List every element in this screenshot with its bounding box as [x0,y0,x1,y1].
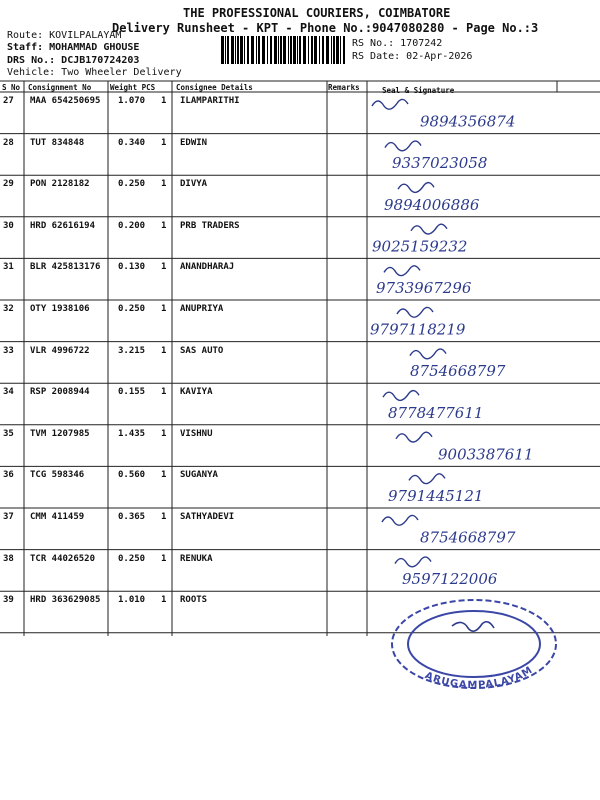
row-weight: 0.365 [118,512,146,522]
row-sno: 37 [3,512,14,522]
row-pcs: 1 [161,595,167,606]
col-header-consignee: Consignee Details [176,83,253,92]
row-sno: 38 [3,553,14,564]
row-weight: 0.560 [118,470,146,481]
row-sno: 29 [3,179,14,190]
route-label: Route: KOVILPALAYAM [7,30,122,41]
handwritten-phone-number: 8754668797 [420,528,516,547]
col-header-weight-pcs: Weight PCS [110,83,156,92]
row-pcs: 1 [161,428,167,439]
row-consignee-name: PRB TRADERS [180,220,240,231]
col-header-consignment: Consignment No [28,83,92,92]
col-header-remarks: Remarks [328,83,360,92]
row-weight: 0.340 [118,137,146,148]
row-consignment-no: TUT 834848 [30,137,85,148]
row-consignment-no: OTY 1938106 [30,304,90,314]
row-consignee-name: ANUPRIYA [180,304,224,314]
row-consignment-no: BLR 425813176 [30,262,101,273]
signature-scribble [410,349,446,359]
handwritten-phone-number: 8778477611 [388,403,484,422]
handwritten-phone-number: 9025159232 [372,237,468,256]
row-consignee-name: SUGANYA [180,470,218,481]
handwritten-phone-number: 9597122006 [402,570,498,589]
row-consignment-no: CMM 411459 [30,512,85,522]
row-consignee-name: DIVYA [180,179,208,190]
row-sno: 33 [3,345,14,356]
runsheet-subtitle: Delivery Runsheet - KPT - Phone No.:9047080280 - Page No.:3 [112,21,539,35]
row-pcs: 1 [161,137,167,148]
col-header-sno: S No [2,83,21,92]
row-pcs: 1 [161,345,167,356]
signature-scribble [372,99,408,109]
signature-scribble [411,224,447,234]
row-sno: 34 [3,387,14,398]
row-pcs: 1 [161,387,167,398]
row-consignment-no: RSP 2008944 [30,387,90,398]
row-sno: 36 [3,470,14,481]
row-weight: 3.215 [118,345,146,356]
signature-scribble [395,557,431,567]
row-consignee-name: ILAMPARITHI [180,96,240,106]
row-sno: 32 [3,304,14,314]
row-consignee-name: SAS AUTO [180,345,224,356]
row-consignment-no: TCR 44026520 [30,553,96,564]
row-weight: 1.435 [118,428,146,439]
handwritten-phone-number: 9894006886 [384,195,480,214]
row-pcs: 1 [161,304,167,314]
handwritten-phone-number: 9894356874 [420,112,516,131]
arugampalayam-stamp [388,596,560,692]
signature-scribble [384,266,420,276]
row-sno: 30 [3,220,14,231]
signature-scribble [398,183,434,193]
row-consignee-name: RENUKA [180,553,213,564]
row-consignment-no: TVM 1207985 [30,428,90,439]
rs-date: RS Date: 02-Apr-2026 [352,51,473,62]
row-pcs: 1 [161,220,167,231]
row-weight: 1.010 [118,595,146,606]
row-weight: 0.155 [118,387,146,398]
row-pcs: 1 [161,96,167,106]
row-weight: 0.130 [118,262,146,273]
signature-scribble [385,141,421,151]
row-pcs: 1 [161,179,167,190]
row-weight: 0.250 [118,179,146,190]
stamp-text: ARUGAMPALAYAM [422,664,536,692]
row-weight: 1.070 [118,96,146,106]
row-consignee-name: SATHYADEVI [180,512,235,522]
handwritten-phone-number: 9733967296 [376,279,472,297]
row-sno: 28 [3,137,14,148]
row-sno: 35 [3,428,14,439]
row-consignment-no: TCG 598346 [30,470,85,481]
row-consignee-name: KAVIYA [180,387,213,398]
vehicle-label: Vehicle: Two Wheeler Delivery [7,67,182,78]
rs-number: RS No.: 1707242 [352,38,443,49]
row-pcs: 1 [161,512,167,522]
signature-scribble [382,515,418,525]
row-consignee-name: EDWIN [180,137,208,148]
row-consignee-name: ROOTS [180,595,208,606]
row-pcs: 1 [161,262,167,273]
staff-label: Staff: MOHAMMAD GHOUSE [7,42,140,53]
row-sno: 27 [3,96,14,106]
row-consignment-no: HRD 363629085 [30,595,101,606]
signature-scribble [397,307,433,317]
company-title: THE PROFESSIONAL COURIERS, COIMBATORE [183,6,451,20]
signature-scribble [409,474,445,484]
handwritten-phone-number: 9003387611 [438,445,534,464]
handwritten-phone-number: 9791445121 [388,487,484,505]
row-weight: 0.250 [118,553,146,564]
row-sno: 39 [3,595,14,606]
handwritten-phone-number: 9337023058 [392,154,488,173]
signature-scribble [383,391,419,401]
row-weight: 0.200 [118,220,146,231]
handwritten-phone-number: 8754668797 [410,362,506,381]
row-consignment-no: MAA 654250695 [30,96,101,106]
row-pcs: 1 [161,470,167,481]
col-header-seal-signature: Seal & Signature [382,86,455,95]
row-sno: 31 [3,262,14,273]
row-pcs: 1 [161,553,167,564]
row-consignee-name: VISHNU [180,428,213,439]
drs-number: DRS No.: DCJB170724203 [7,55,140,66]
row-consignment-no: VLR 4996722 [30,345,90,356]
row-consignee-name: ANANDHARAJ [180,262,235,273]
row-weight: 0.250 [118,304,146,314]
row-consignment-no: HRD 62616194 [30,220,96,231]
handwritten-phone-number: 9797118219 [370,320,466,339]
row-consignment-no: PON 2128182 [30,179,90,190]
signature-scribble [396,432,432,442]
